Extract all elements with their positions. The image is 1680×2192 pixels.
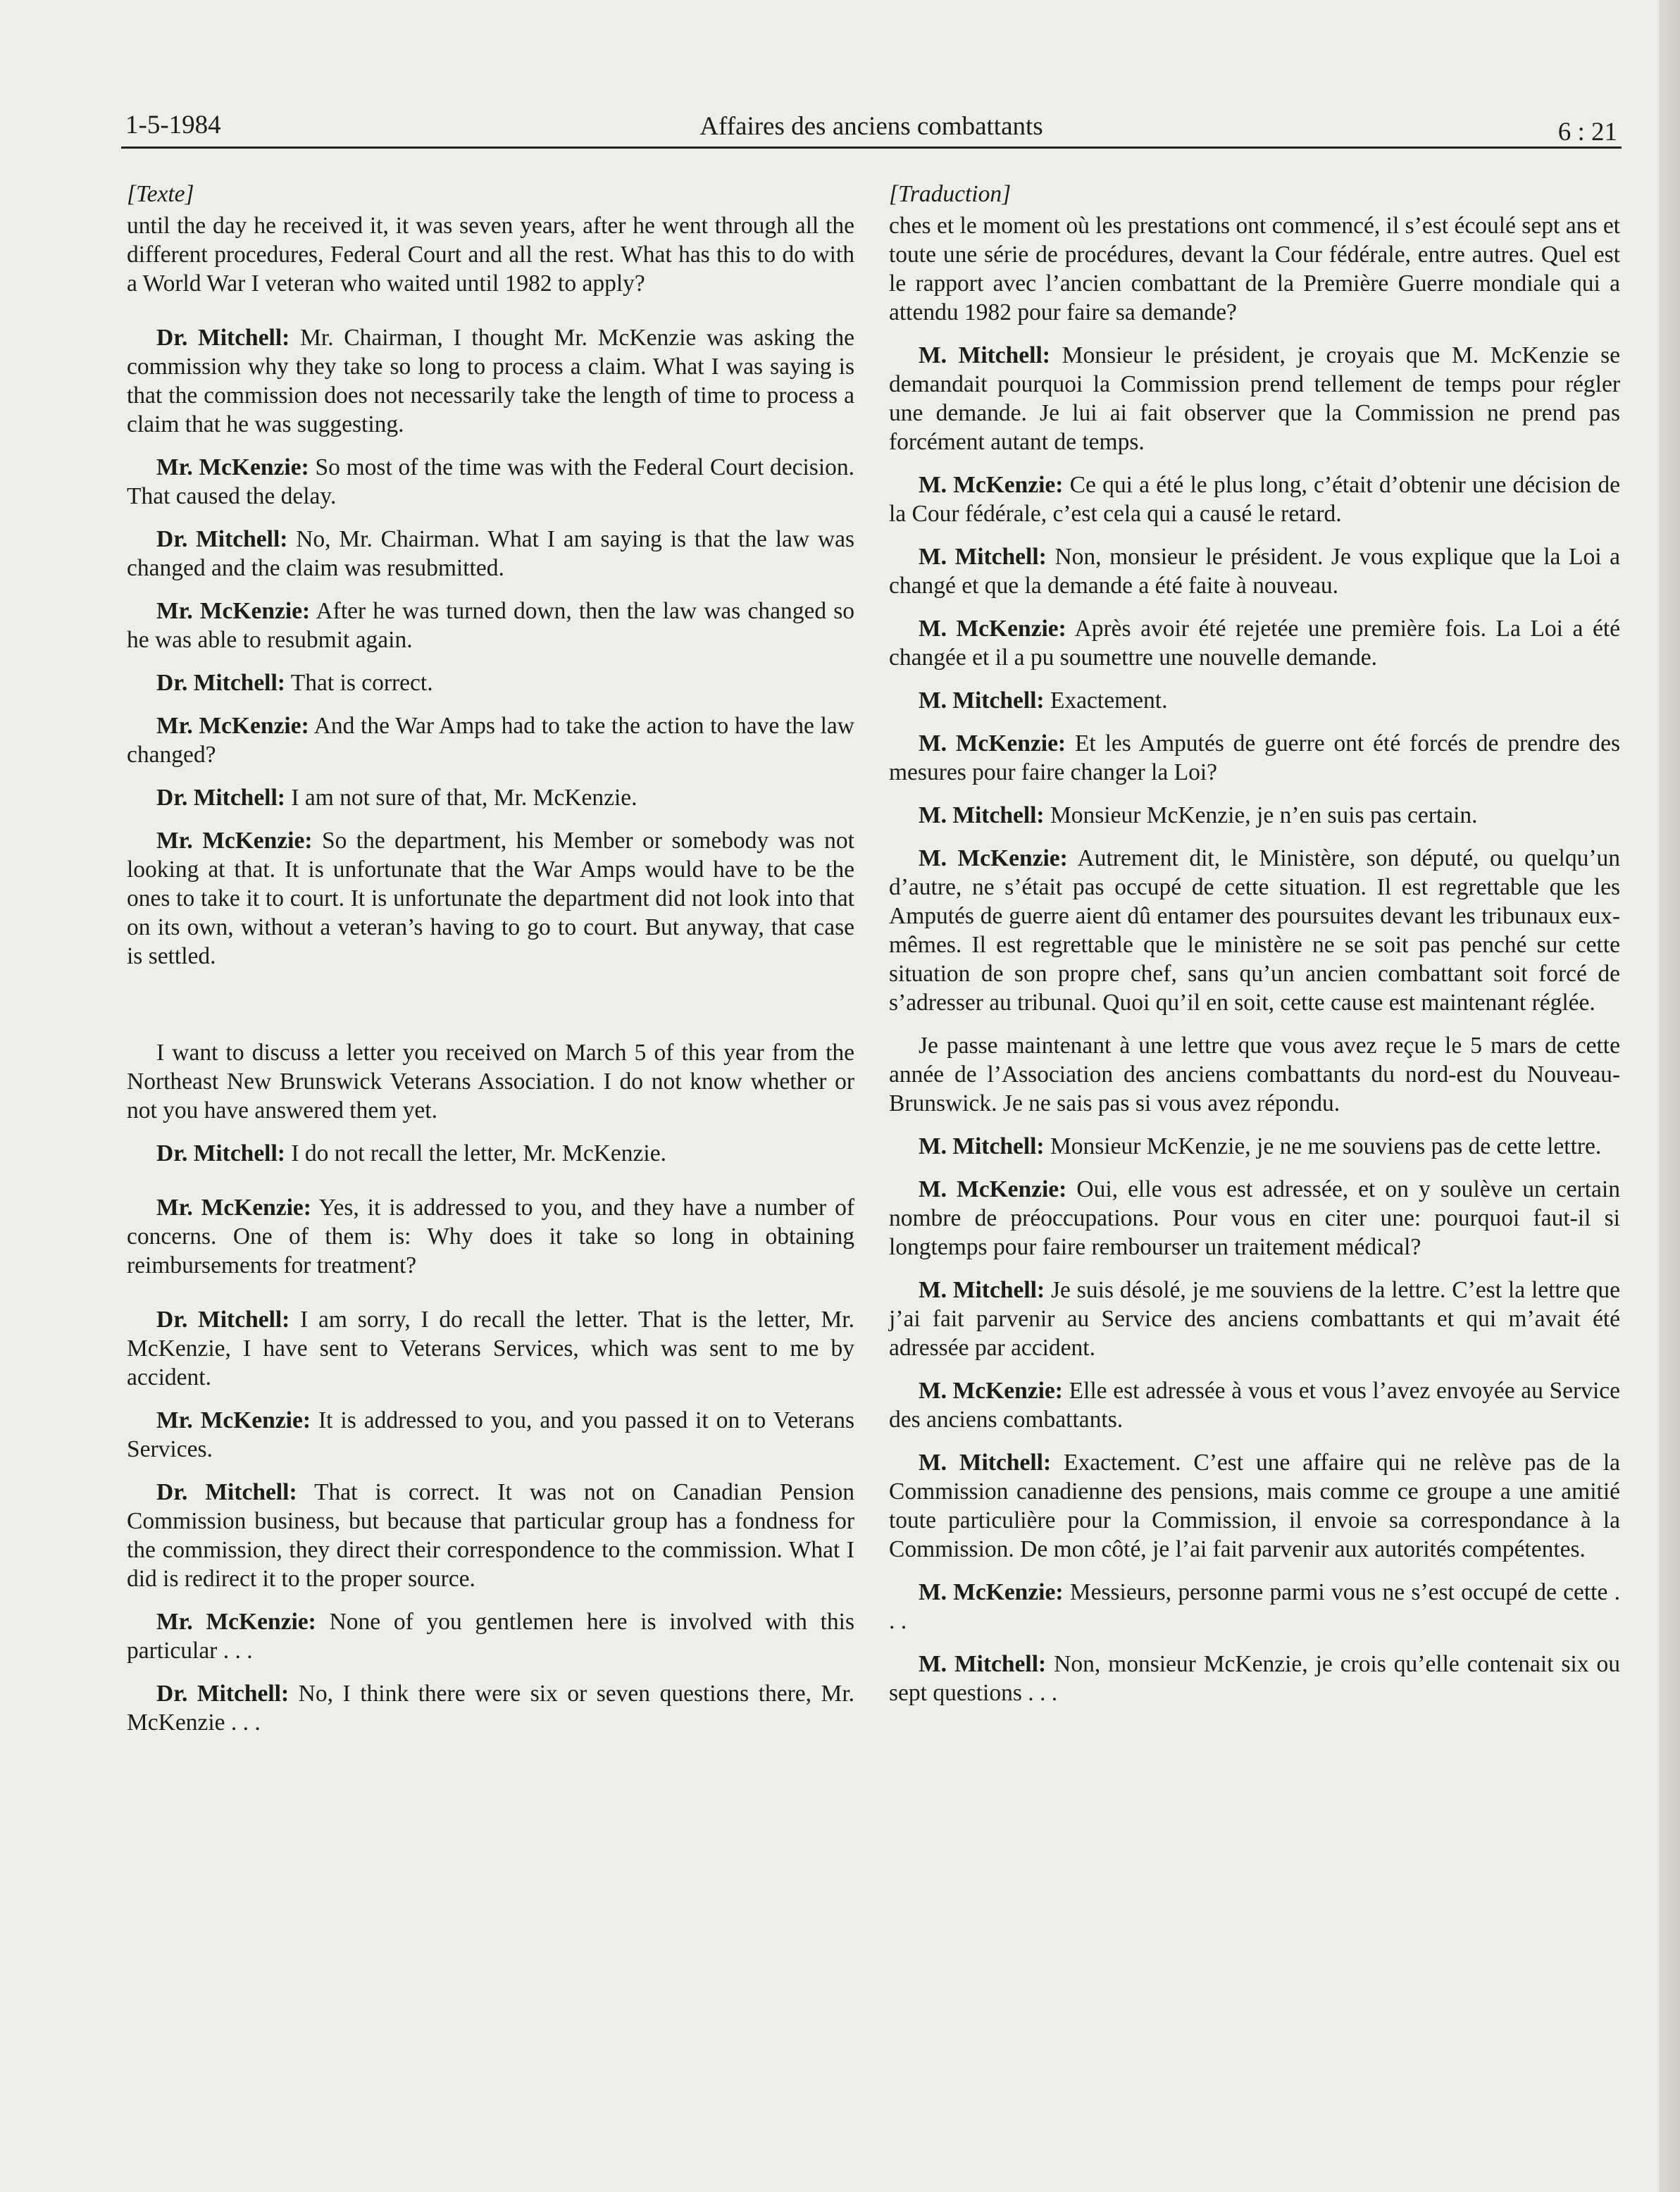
speech-turn bbox=[889, 1132, 1620, 1161]
speaker-name: M. Mitchell: bbox=[919, 342, 1050, 368]
speech-turn bbox=[127, 1139, 854, 1168]
page-edge bbox=[1659, 0, 1680, 2192]
speaker-name: Dr. Mitchell: bbox=[156, 1307, 290, 1333]
speaker-name: Dr. Mitchell: bbox=[156, 325, 290, 351]
french-column bbox=[889, 180, 1620, 1721]
speech-turn bbox=[889, 1376, 1620, 1434]
speaker-name: M. McKenzie: bbox=[919, 845, 1068, 871]
speech-turn bbox=[127, 783, 854, 812]
speech-turn bbox=[889, 614, 1620, 672]
speaker-name: Dr. Mitchell: bbox=[156, 1681, 290, 1707]
continuation-paragraph: until the day he received it, it was seven years, after he went through all the different procedures, Federal Court and all the rest. What has this to do with a World War I veteran who waited until 1982 to apply? bbox=[127, 213, 854, 297]
speaker-name: Dr. Mitchell: bbox=[156, 1479, 297, 1505]
speaker-name: M. Mitchell: bbox=[919, 1277, 1045, 1303]
speech-text: Mr. Chairman, I thought Mr. McKenzie was asking the commission why they take so long to process a claim. What I was saying is that the commission does not necessarily take the length of time to process a claim that he was suggesting. bbox=[127, 325, 855, 437]
speaker-name: Mr. McKenzie: bbox=[156, 1195, 311, 1221]
speech-text: No, Mr. Chairman. What I am saying is that the law was changed and the claim was resubmitted. bbox=[127, 526, 854, 581]
speech-turn bbox=[889, 341, 1620, 456]
speech-turn bbox=[127, 1193, 854, 1280]
speaker-name: M. Mitchell: bbox=[919, 687, 1045, 714]
speech-text: Autrement dit, le Ministère, son député, ou quelqu’un d’autre, ne s’était pas occupé de cette situation. Il est regrettable que les Amputés de guerre aient dû entamer des poursuites devant les tribunaux eux-mêmes. Il est regrettable que le ministère ne se soit pas penché sur cette situation de son propre chef, sans qu’un ancien combattant soit forcé de s’adresser au tribunal. Quoi qu’il en soit, cette cause est maintenant réglée. bbox=[889, 845, 1620, 1016]
speech-turn bbox=[889, 1276, 1620, 1362]
speech-text: So the department, his Member or somebody was not looking at that. It is unfortunate that the War Amps would have to be the ones to take it to court. It is unfortunate the department did not look into that on its own, without a veteran’s having to go to court. But anyway, that case is settled. bbox=[127, 828, 854, 969]
header-date: 1-5-1984 bbox=[125, 111, 221, 139]
speech-text: After he was turned down, then the law was changed so he was able to resubmit again. bbox=[127, 598, 854, 653]
speech-text: Exactement. bbox=[1050, 687, 1168, 714]
speech-turn bbox=[127, 711, 854, 769]
header-page-number: 6 : 21 bbox=[1557, 118, 1617, 147]
speech-text: That is correct. bbox=[290, 670, 433, 696]
speaker-name: M. Mitchell: bbox=[919, 1450, 1052, 1476]
speech-text: Exactement. C’est une affaire qui ne relève pas de la Commission canadienne des pensions, mais comme ce groupe a une amitié toute particulière pour la Commission, il envoie sa correspondance à la Commission. De mon côté, je l’ai fait parvenir aux autorités compétentes. bbox=[889, 1450, 1621, 1562]
header-title: Affaires des anciens combattants bbox=[699, 112, 1043, 141]
speech-turn bbox=[127, 1478, 854, 1593]
speech-turn bbox=[889, 1650, 1620, 1707]
speech-text: Ce qui a été le plus long, c’était d’obtenir une décision de la Cour fédérale, c’est cela qui a causé le retard. bbox=[889, 472, 1620, 527]
speech-text: Elle est adressée à vous et vous l’avez envoyée au Service des anciens combattants. bbox=[889, 1378, 1621, 1433]
speech-text: I do not recall the letter, Mr. McKenzie. bbox=[291, 1140, 666, 1166]
speech-text: That is correct. It was not on Canadian Pension Commission business, but because that particular group has a fondness for the commission, they direct their correspondence to the commission. What I did is redirect it to the proper source. bbox=[127, 1479, 854, 1592]
speech-text: Non, monsieur le président. Je vous explique que la Loi a changé et que la demande a été faite à nouveau. bbox=[889, 544, 1621, 599]
speaker-name: M. Mitchell: bbox=[919, 1651, 1047, 1677]
speech-text: Monsieur McKenzie, je n’en suis pas certain. bbox=[1050, 802, 1478, 828]
speech-text: Yes, it is addressed to you, and they have a number of concerns. One of them is: Why does it take so long in obtaining reimbursements for treatment? bbox=[127, 1195, 854, 1278]
speech-text: None of you gentlemen here is involved with this particular . . . bbox=[127, 1609, 855, 1664]
continuation-paragraph: ches et le moment où les prestations ont commencé, il s’est écoulé sept ans et toute une série de procédures, devant la Cour fédérale, entre autres. Quel est le rapport avec l’ancien combattant de la Première Guerre mondiale qui a attendu 1982 pour faire sa demande? bbox=[889, 213, 1620, 325]
speech-turn bbox=[127, 826, 854, 971]
speaker-name: Mr. McKenzie: bbox=[156, 1609, 316, 1635]
speaker-name: M. McKenzie: bbox=[919, 1378, 1063, 1404]
speech-turn bbox=[889, 686, 1620, 715]
column-label: [Traduction] bbox=[889, 181, 1012, 207]
speaker-name: Mr. McKenzie: bbox=[156, 713, 309, 739]
speech-turn bbox=[889, 729, 1620, 787]
speech-text: I am not sure of that, Mr. McKenzie. bbox=[291, 785, 637, 811]
speaker-name: Dr. Mitchell: bbox=[156, 785, 285, 811]
speech-text: Et les Amputés de guerre ont été forcés de prendre des mesures pour faire changer la Loi? bbox=[889, 730, 1620, 785]
speaker-name: Mr. McKenzie: bbox=[156, 454, 309, 480]
speech-turn bbox=[889, 471, 1620, 528]
speech-turn bbox=[127, 597, 854, 654]
speaker-name: Dr. Mitchell: bbox=[156, 526, 288, 552]
speech-text: No, I think there were six or seven questions there, Mr. McKenzie . . . bbox=[127, 1681, 854, 1736]
running-head bbox=[121, 106, 1622, 149]
speech-turn bbox=[127, 453, 854, 511]
speech-text: Messieurs, personne parmi vous ne s’est occupé de cette . . . bbox=[889, 1579, 1620, 1634]
speaker-name: M. McKenzie: bbox=[919, 730, 1066, 756]
english-column bbox=[127, 180, 854, 1751]
speaker-name: M. McKenzie: bbox=[919, 616, 1066, 642]
speech-turn bbox=[889, 1578, 1620, 1636]
speaker-name: Mr. McKenzie: bbox=[156, 1407, 311, 1433]
speech-turn bbox=[889, 1448, 1620, 1564]
speech-text: Oui, elle vous est adressée, et on y soulève un certain nombre de préoccupations. Pour vous en citer une: pourquoi faut-il si longtemps pour faire rembourser un traitement médical? bbox=[889, 1176, 1620, 1260]
column-label: [Texte] bbox=[127, 181, 194, 207]
speech-turn bbox=[889, 1031, 1620, 1118]
speech-turn bbox=[127, 1038, 854, 1125]
speech-turn bbox=[127, 1607, 854, 1665]
speaker-name: Dr. Mitchell: bbox=[156, 1140, 285, 1166]
speech-text: I want to discuss a letter you received on March 5 of this year from the Northeast New Brunswick Veterans Association. I do not know whether or not you have answered them yet. bbox=[127, 1040, 854, 1123]
speaker-name: M. Mitchell: bbox=[919, 802, 1045, 828]
speech-text: Monsieur le président, je croyais que M. McKenzie se demandait pourquoi la Commission prend tellement de temps pour régler une demande. Je lui ai fait observer que la Commission ne prend pas forcément autant de temps. bbox=[889, 342, 1620, 455]
speaker-name: Mr. McKenzie: bbox=[156, 598, 311, 624]
speech-text: Non, monsieur McKenzie, je crois qu’elle contenait six ou sept questions . . . bbox=[889, 1651, 1621, 1706]
speech-turn bbox=[889, 1175, 1620, 1262]
speaker-name: M. Mitchell: bbox=[919, 1133, 1045, 1159]
speech-text: Je passe maintenant à une lettre que vous avez reçue le 5 mars de cette année de l’Association des anciens combattants du nord-est du Nouveau-Brunswick. Je ne sais pas si vous avez répondu. bbox=[889, 1033, 1620, 1116]
speaker-name: M. McKenzie: bbox=[919, 472, 1064, 498]
speech-text: So most of the time was with the Federal Court decision. That caused the delay. bbox=[127, 454, 855, 509]
speech-text: Je suis désolé, je me souviens de la lettre. C’est la lettre que j’ai fait parvenir au Service des anciens combattants et qui m’avait été adressée par accident. bbox=[889, 1277, 1621, 1361]
speech-text: It is addressed to you, and you passed it on to Veterans Services. bbox=[127, 1407, 854, 1462]
speech-turn bbox=[889, 844, 1620, 1017]
speaker-name: M. McKenzie: bbox=[919, 1176, 1067, 1202]
speech-text: Après avoir été rejetée une première fois. La Loi a été changée et il a pu soumettre une nouvelle demande. bbox=[889, 616, 1620, 671]
speech-text: I am sorry, I do recall the letter. That is the letter, Mr. McKenzie, I have sent to Veterans Services, which was sent to me by accident. bbox=[127, 1307, 854, 1390]
speech-turn bbox=[889, 542, 1620, 600]
speaker-name: M. Mitchell: bbox=[919, 544, 1047, 570]
speaker-name: Dr. Mitchell: bbox=[156, 670, 285, 696]
speech-turn bbox=[127, 525, 854, 583]
speech-text: Monsieur McKenzie, je ne me souviens pas de cette lettre. bbox=[1050, 1133, 1602, 1159]
speech-turn bbox=[127, 1679, 854, 1737]
speech-turn bbox=[127, 668, 854, 697]
speaker-name: M. McKenzie: bbox=[919, 1579, 1064, 1605]
speech-text: And the War Amps had to take the action to have the law changed? bbox=[127, 713, 854, 768]
speech-turn bbox=[889, 801, 1620, 830]
speech-turn bbox=[127, 1305, 854, 1392]
speech-turn bbox=[127, 323, 854, 439]
speech-turn bbox=[127, 1406, 854, 1464]
speaker-name: Mr. McKenzie: bbox=[156, 828, 313, 854]
